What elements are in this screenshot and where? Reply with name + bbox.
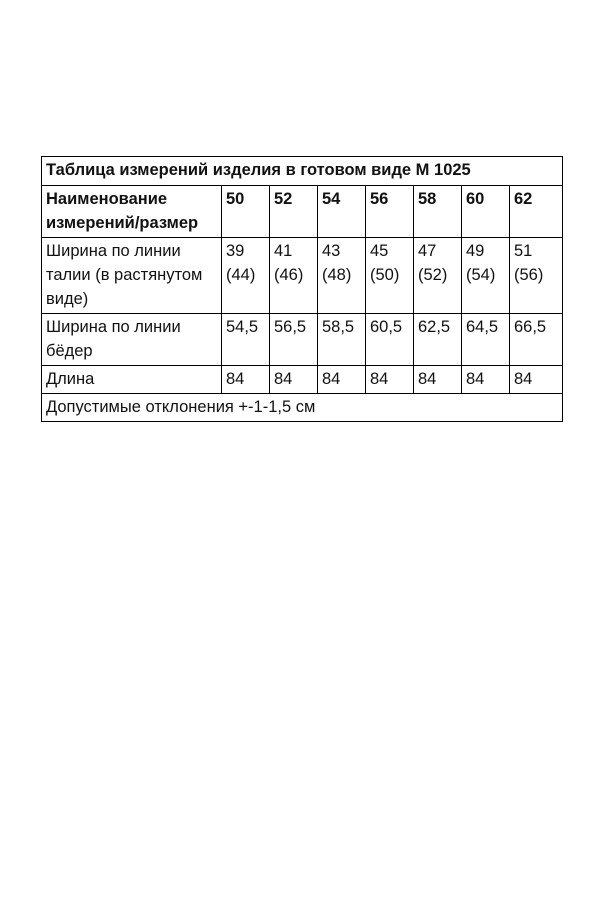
header-size: 60 [462, 186, 510, 238]
table-cell: 39 (44) [222, 238, 270, 314]
table-cell: 45 (50) [366, 238, 414, 314]
table-cell: 84 [270, 366, 318, 394]
table-cell: 56,5 [270, 314, 318, 366]
measurements-table [41, 156, 563, 422]
header-label: Наименование измерений/размер [42, 186, 222, 238]
table-cell: 84 [462, 366, 510, 394]
tolerance-note: Допустимые отклонения +-1-1,5 см [42, 394, 563, 422]
table-cell: 47 (52) [414, 238, 462, 314]
table-row [42, 314, 563, 366]
header-size: 58 [414, 186, 462, 238]
table-cell: 84 [366, 366, 414, 394]
table-cell: 49 (54) [462, 238, 510, 314]
table-cell: 62,5 [414, 314, 462, 366]
table-title: Таблица измерений изделия в готовом виде М 1025 [42, 157, 563, 186]
table-cell: 60,5 [366, 314, 414, 366]
table-row [42, 238, 563, 314]
header-size: 52 [270, 186, 318, 238]
header-size: 56 [366, 186, 414, 238]
table-row [42, 366, 563, 394]
header-size: 50 [222, 186, 270, 238]
table-header-row [42, 186, 563, 238]
table-cell: 84 [510, 366, 563, 394]
table-cell: 58,5 [318, 314, 366, 366]
table-cell: 84 [414, 366, 462, 394]
measurements-table-container [41, 156, 562, 422]
table-cell: 64,5 [462, 314, 510, 366]
row-label-length: Длина [42, 366, 222, 394]
header-size: 62 [510, 186, 563, 238]
table-cell: 66,5 [510, 314, 563, 366]
table-note-row [42, 394, 563, 422]
row-label-hips: Ширина по линии бёдер [42, 314, 222, 366]
table-title-row [42, 157, 563, 186]
table-cell: 41 (46) [270, 238, 318, 314]
table-cell: 54,5 [222, 314, 270, 366]
table-cell: 51 (56) [510, 238, 563, 314]
table-cell: 84 [222, 366, 270, 394]
table-cell: 43 (48) [318, 238, 366, 314]
row-label-waist: Ширина по линии талии (в растянутом виде) [42, 238, 222, 314]
table-cell: 84 [318, 366, 366, 394]
header-size: 54 [318, 186, 366, 238]
